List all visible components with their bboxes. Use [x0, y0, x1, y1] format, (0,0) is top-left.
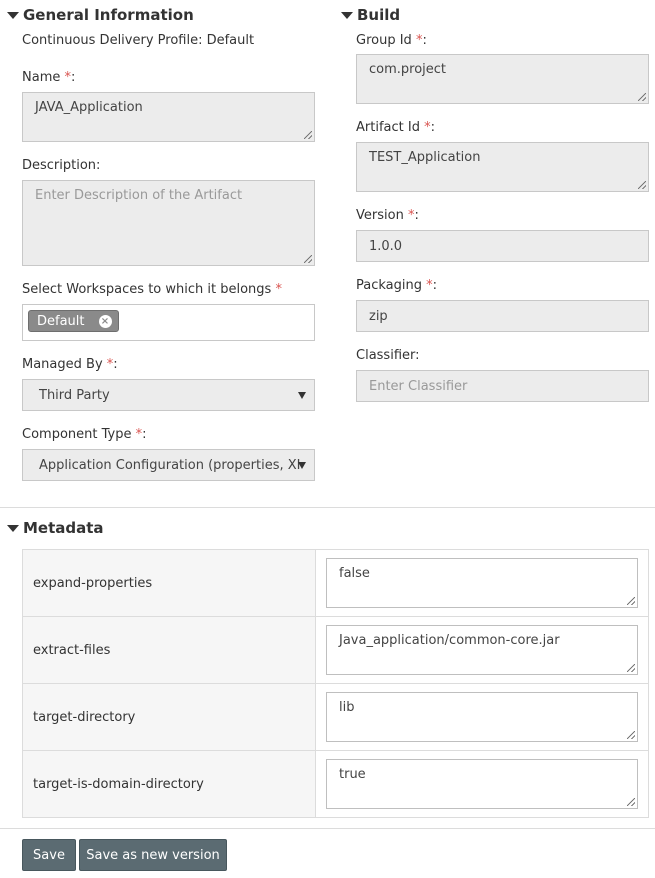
- group-id-field[interactable]: com.project: [356, 54, 649, 104]
- resize-handle-icon[interactable]: [627, 798, 635, 806]
- name-field[interactable]: JAVA_Application: [22, 92, 315, 142]
- packaging-field[interactable]: zip: [356, 300, 649, 332]
- caret-down-icon: [341, 12, 353, 19]
- artifact-id-label: Artifact Id *:: [356, 120, 435, 135]
- resize-handle-icon[interactable]: [627, 731, 635, 739]
- required-mark: *: [135, 427, 143, 442]
- metadata-key: expand-properties: [23, 550, 316, 617]
- build-section-title: Build: [357, 6, 401, 24]
- metadata-value-input[interactable]: Java_application/common-core.jar: [326, 625, 638, 675]
- description-field[interactable]: Enter Description of the Artifact: [22, 180, 315, 266]
- caret-down-icon: [7, 12, 19, 19]
- component-type-label: Component Type *:: [22, 427, 147, 442]
- metadata-key: target-directory: [23, 684, 316, 751]
- resize-handle-icon[interactable]: [304, 255, 312, 263]
- resize-handle-icon[interactable]: [627, 597, 635, 605]
- metadata-value-cell: [316, 617, 649, 684]
- workspaces-label: Select Workspaces to which it belongs *: [22, 282, 282, 297]
- metadata-value-input[interactable]: lib: [326, 692, 638, 742]
- metadata-value-input[interactable]: true: [326, 759, 638, 809]
- metadata-value-cell: [316, 751, 649, 818]
- required-mark: *: [424, 120, 431, 135]
- required-mark: *: [426, 278, 433, 293]
- workspace-tag[interactable]: Default ×: [28, 310, 119, 332]
- classifier-field[interactable]: Enter Classifier: [356, 370, 649, 402]
- profile-text: Continuous Delivery Profile: Default: [22, 33, 255, 48]
- general-section-title: General Information: [23, 6, 194, 24]
- required-mark: *: [415, 33, 423, 48]
- name-label: Name *:: [22, 70, 76, 85]
- general-section-header[interactable]: [7, 6, 194, 24]
- save-as-new-version-button[interactable]: Save as new version: [79, 839, 227, 871]
- table-row: [23, 550, 649, 617]
- artifact-id-field[interactable]: TEST_Application: [356, 142, 649, 192]
- workspaces-input[interactable]: [22, 304, 315, 341]
- required-mark: *: [64, 70, 71, 85]
- metadata-key: target-is-domain-directory: [23, 751, 316, 818]
- caret-down-icon: [7, 525, 19, 532]
- description-label: Description:: [22, 158, 101, 173]
- metadata-value-cell: [316, 550, 649, 617]
- resize-handle-icon[interactable]: [638, 181, 646, 189]
- packaging-label: Packaging *:: [356, 278, 438, 293]
- table-row: [23, 617, 649, 684]
- resize-handle-icon[interactable]: [627, 664, 635, 672]
- build-section-header[interactable]: [341, 6, 400, 24]
- dropdown-arrow-icon: [298, 462, 306, 469]
- resize-handle-icon[interactable]: [638, 93, 646, 101]
- metadata-key: extract-files: [23, 617, 316, 684]
- managed-by-label: Managed By *:: [22, 357, 118, 372]
- metadata-table: [22, 549, 649, 818]
- metadata-section-header[interactable]: [7, 519, 104, 537]
- classifier-label: Classifier:: [356, 348, 420, 363]
- version-field[interactable]: 1.0.0: [356, 230, 649, 262]
- table-row: [23, 751, 649, 818]
- metadata-value-input[interactable]: false: [326, 558, 638, 608]
- footer-divider: [0, 828, 655, 829]
- version-label: Version *:: [356, 208, 419, 223]
- required-mark: *: [106, 357, 114, 372]
- required-mark: *: [275, 282, 282, 297]
- table-row: [23, 684, 649, 751]
- required-mark: *: [407, 208, 415, 223]
- save-button[interactable]: Save: [22, 839, 76, 871]
- metadata-section-title: Metadata: [23, 519, 104, 537]
- remove-tag-icon[interactable]: ×: [99, 315, 112, 328]
- group-id-label: Group Id *:: [356, 33, 427, 48]
- resize-handle-icon[interactable]: [304, 131, 312, 139]
- component-type-select[interactable]: Application Configuration (properties, XI: [22, 449, 315, 481]
- dropdown-arrow-icon: [298, 392, 306, 399]
- metadata-value-cell: [316, 684, 649, 751]
- managed-by-select[interactable]: Third Party: [22, 379, 315, 411]
- section-divider: [0, 507, 655, 508]
